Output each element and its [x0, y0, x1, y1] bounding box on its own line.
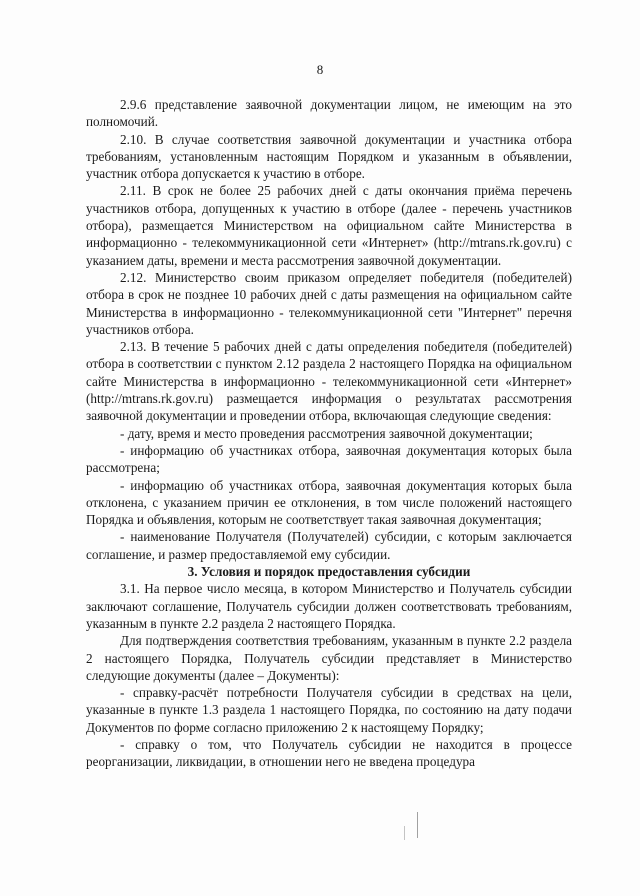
- document-body: [86, 96, 572, 771]
- paragraph-2-11: 2.11. В срок не более 25 рабочих дней с даты окончания приёма перечень участников отбора, допущенных к участию в отборе (далее - перечень участников отбора), размещается Министерством на официальном сайте Министерства в информационно - телекоммуникационной сети «Интернет» (http://mtrans.rk.gov.ru) с указанием даты, времени и места рассмотрения заявочной документации.: [86, 183, 572, 268]
- list-item-recipient-name: - наименование Получателя (Получателей) субсидии, с которым заключается соглашение, и размер предоставляемой ему субсидии.: [86, 529, 572, 562]
- paragraph-3-1: 3.1. На первое число месяца, в котором Министерство и Получатель субсидии заключают соглашение, Получатель субсидии должен соответствовать требованиям, указанным в пункте 2.2 раздела 2 настоящего Порядка.: [86, 581, 572, 631]
- paragraph-2-9-6: 2.9.6 представление заявочной документации лицом, не имеющим на это полномочий.: [86, 97, 572, 130]
- paragraph-2-13: 2.13. В течение 5 рабочих дней с даты определения победителя (победителей) отбора в соответствии с пунктом 2.12 раздела 2 настоящего Порядка на официальном сайте Министерства в информационно - телекоммуникационной сети «Интернет» (http://mtrans.rk.gov.ru) размещается информация о результатах рассмотрения заявочной документации и проведении отбора, включающая следующие сведения:: [86, 339, 572, 424]
- page-number: 8: [316, 62, 324, 77]
- scan-artifact-mark: [417, 812, 418, 838]
- list-item-reviewed-participants: - информацию об участниках отбора, заявочная документация которых была рассмотрена;: [86, 442, 572, 476]
- list-item-reorganization-certificate: - справку о том, что Получатель субсидии не находится в процессе реорганизации, ликвидации, в отношении него не введена процедура: [86, 736, 572, 770]
- paragraph-confirmation-documents: Для подтверждения соответствия требованиям, указанным в пункте 2.2 раздела 2 настоящего Порядка, Получатель субсидии представляет в Министерство следующие документы (далее – Документы):: [86, 633, 572, 683]
- list-item-calculation-certificate: - справку-расчёт потребности Получателя субсидии в средствах на цели, указанные в пункте 1.3 раздела 1 настоящего Порядка, по состоянию на дату подачи Документов по форме согласно приложению 2 к настоящему Порядку;: [86, 685, 572, 735]
- section-title: 3. Условия и порядок предоставления субсидии: [187, 564, 471, 580]
- scan-artifact-mark: [404, 826, 405, 840]
- paragraph-2-12: 2.12. Министерство своим приказом определяет победителя (победителей) отбора в срок не позднее 10 рабочих дней с даты размещения на официальном сайте Министерства в информационно - телекоммуникационной сети "Интернет" перечня участников отбора.: [86, 269, 572, 337]
- list-item-rejected-participants: - информацию об участниках отбора, заявочная документация которых была отклонена, с указанием причин ее отклонения, в том числе положений настоящего Порядка и объявления, которым не соответствует такая заявочная документация;: [86, 477, 572, 528]
- paragraph-2-10: 2.10. В случае соответствия заявочной документации и участника отбора требованиям, установленным настоящим Порядком и указанным в объявлении, участник отбора допускается к участию в отборе.: [86, 131, 572, 182]
- list-item-date-time-place: - дату, время и место проведения рассмотрения заявочной документации;: [120, 425, 533, 441]
